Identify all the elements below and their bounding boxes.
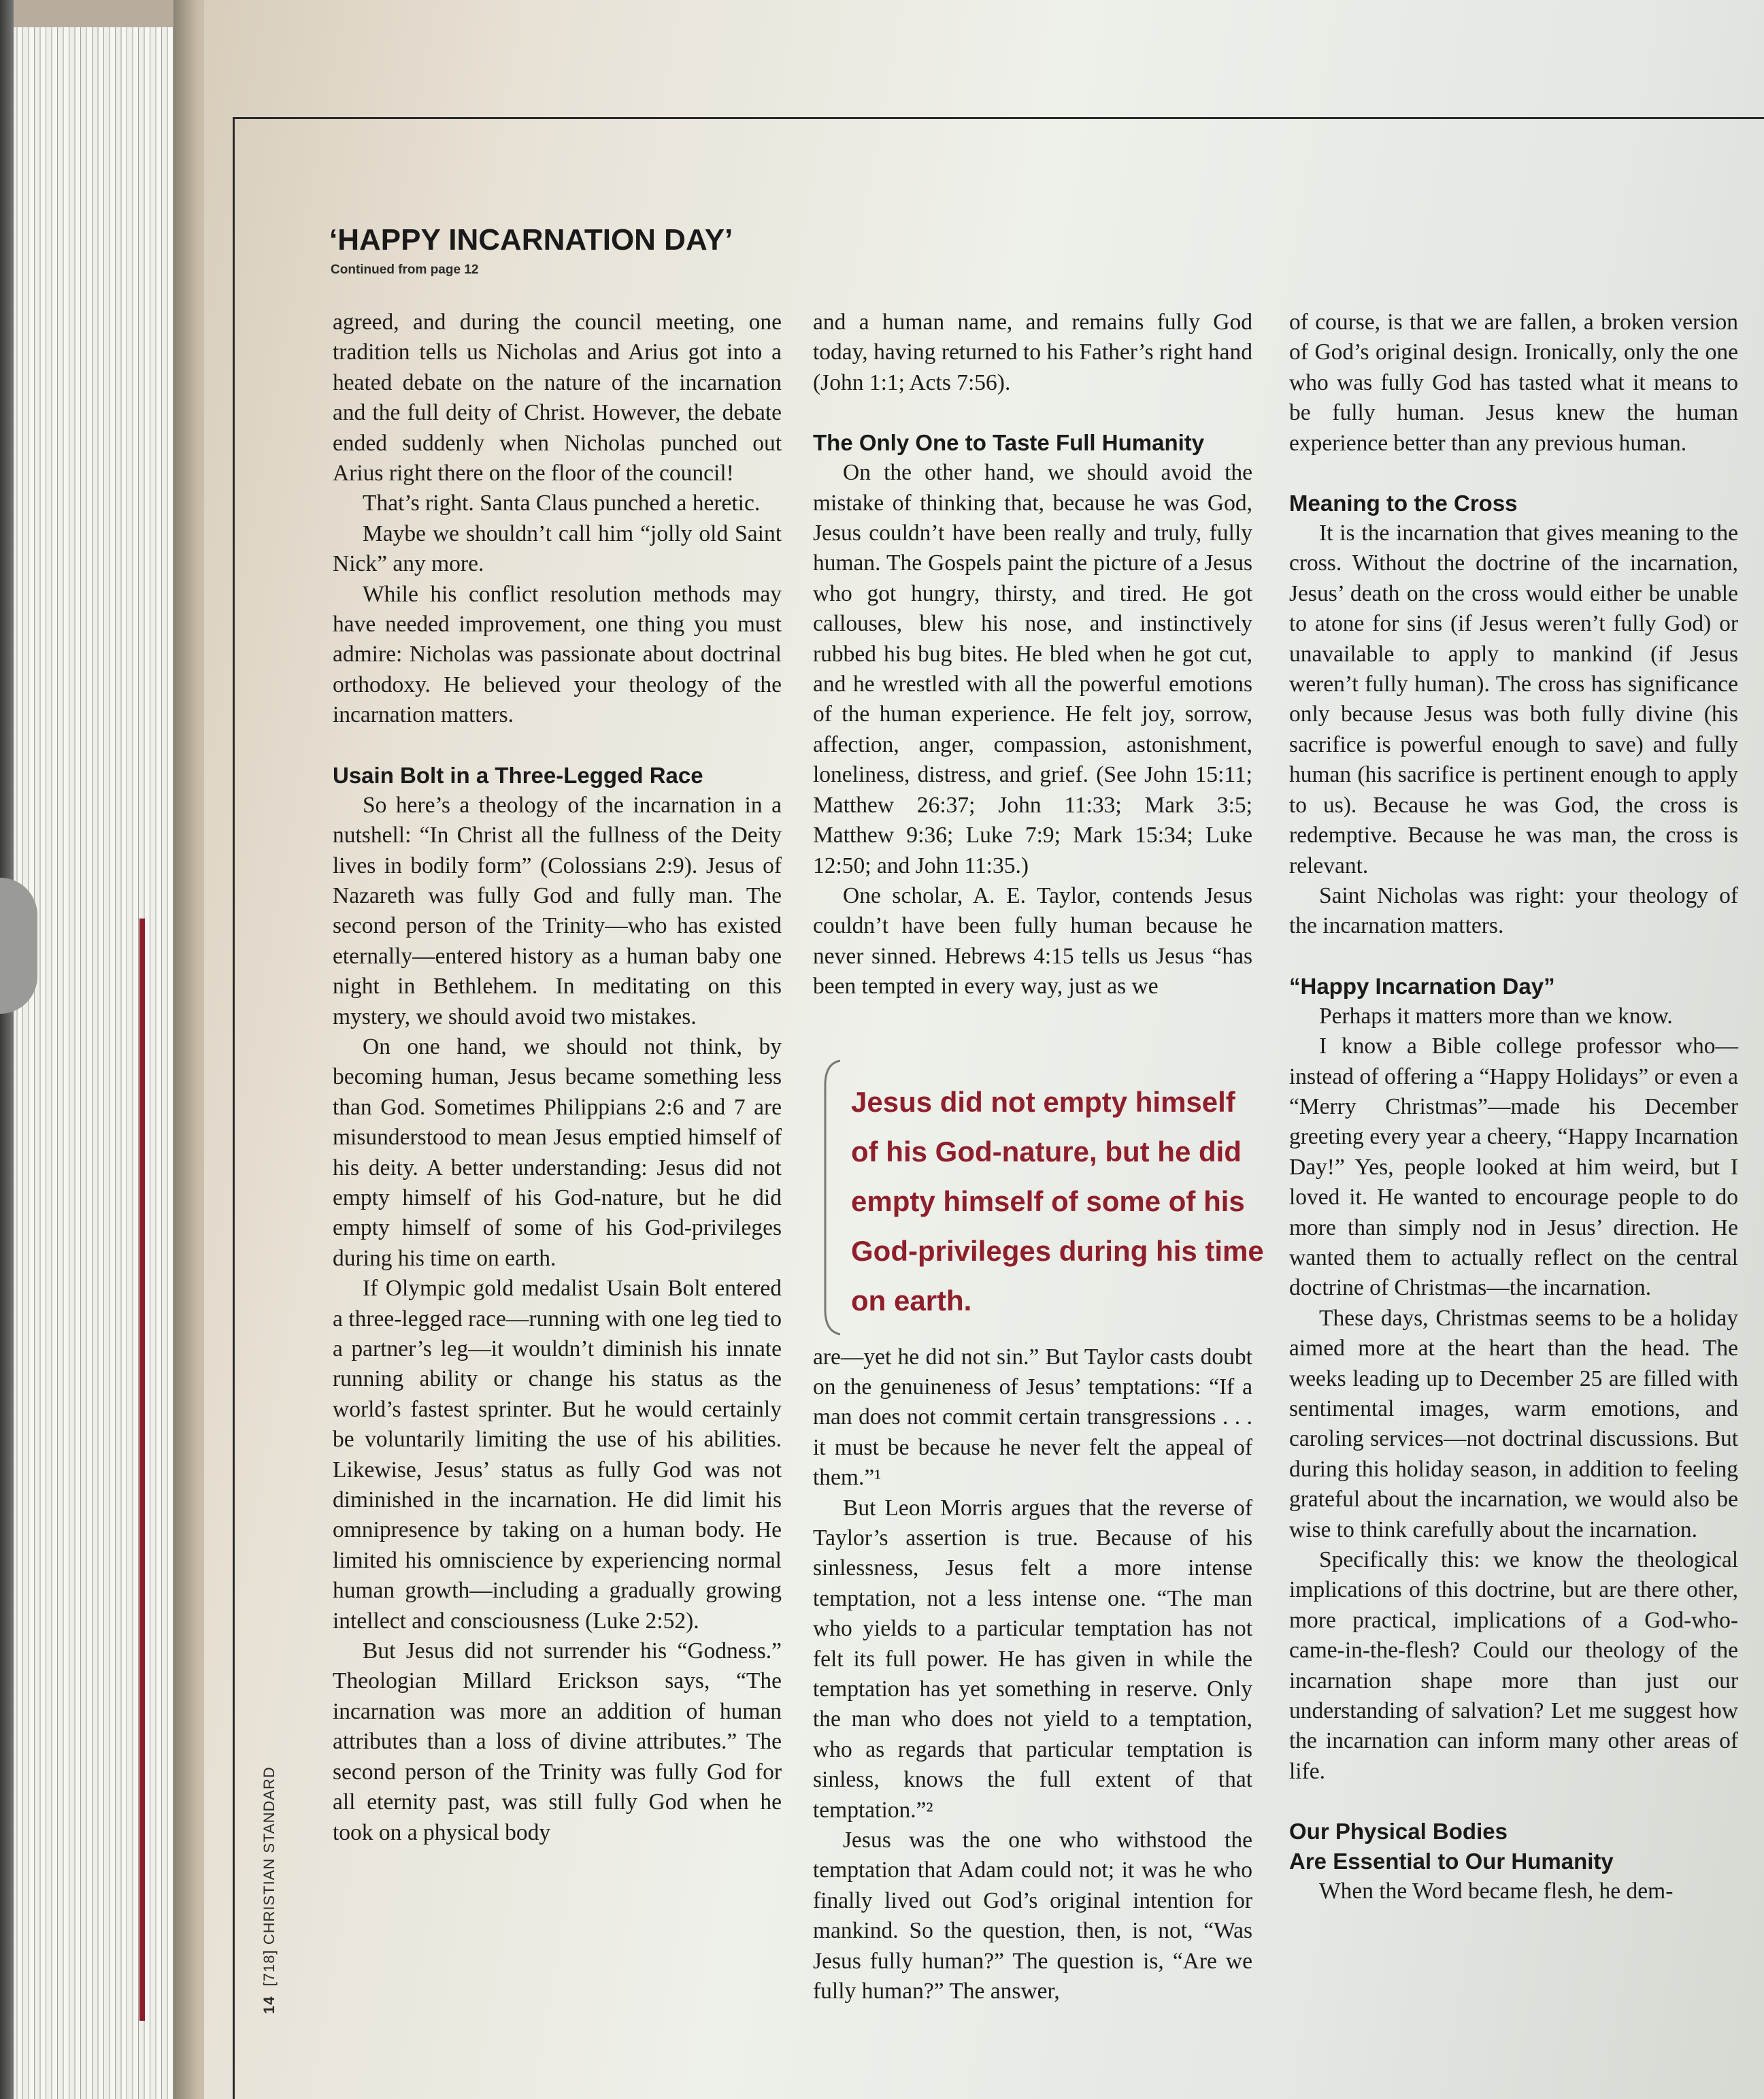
red-page-marker — [139, 919, 145, 2021]
paragraph: On the other hand, we should avoid the mistake of thinking that, because he was God, Jesus couldn’t have been really and truly, fully human. The Gospels paint the picture of a Jesus who got hungry, thirsty, and tired. He got callouses, blew his nose, and instinctively rubbed his bug bites. He bled when he got cut, and he wrestled with all the powerful emotions of the human experience. He felt joy, sorrow, affection, anger, compassion, astonishment, loneliness, distress, and grief. (See John 15:11; Matthew 26:37; John 11:33; Mark 3:5; Matthew 9:36; Luke 7:9; Mark 15:34; Luke 12:50; and John 11:35.) — [813, 460, 1252, 878]
paragraph: Perhaps it matters more than we know. — [1319, 1003, 1673, 1029]
section-heading: “Happy Incarnation Day” — [1289, 973, 1555, 999]
paragraph: So here’s a theology of the incarnation in a nutshell: “In Christ all the fullness of the Deity lives in bodily form” (Colossians 2:9). Jesus of Nazareth was fully God and fully man. The second person of the Trinity—who has existed eternally—entered history as a human baby one night in Bethlehem. In meditating on this mystery, we should avoid two mistakes. — [333, 792, 782, 1029]
paragraph: are—yet he did not sin.” But Taylor casts doubt on the genuineness of Jesus’ temptations: “If a man does not commit certain transgressions . . . it must be because he never felt the appeal of them.”¹ — [813, 1344, 1252, 1491]
paragraph: Saint Nicholas was right: your theology of the incarnation matters. — [1289, 882, 1738, 939]
paragraph: That’s right. Santa Claus punched a heretic. — [363, 491, 761, 516]
section-heading: Meaning to the Cross — [1289, 491, 1518, 516]
paragraph: While his conflict resolution methods may have needed improvement, one thing you must admire: Nicholas was passionate about doctrinal orthodoxy. He believed your theology of the incarnation matters. — [333, 581, 782, 728]
paragraph: of course, is that we are fallen, a broken version of God’s original design. Ironically, only the one who was fully God has tasted what it means to be fully human. Jesus knew the human experience better than any previous human. — [1289, 310, 1738, 456]
column-1 — [333, 308, 782, 1848]
section-heading: Our Physical Bodies — [1289, 1819, 1508, 1845]
page-number: 14 — [261, 1996, 278, 2014]
section-heading: Usain Bolt in a Three-Legged Race — [333, 762, 703, 788]
paragraph: agreed, and during the council meeting, one tradition tells us Nicholas and Arius got into a heated debate on the nature of the incarnation and the full deity of Christ. However, the debate ended suddenly when Nicholas punched out Arius right there on the floor of the council! — [333, 310, 782, 486]
paragraph: But Leon Morris argues that the reverse of Taylor’s assertion is true. Because of his sinlessness, Jesus felt a more intense temptation, not a less intense one. “The man who yields to a particular temptation has not felt its full power. He has given in while the temptation has yet something in reserve. Only the man who does not yield to a temptation, who as regards that particular temptation is sinless, knows the full extent of that temptation.”² — [813, 1495, 1252, 1823]
article-title: ‘HAPPY INCARNATION DAY’ — [329, 223, 733, 257]
paragraph: Specifically this: we know the theological implications of this doctrine, but are there other, more practical, implications of a God-who-came-in-the-flesh? Could our theology of the incarnation shape more than just our understanding of salvation? Let me suggest how the incarnation can inform many other areas of life. — [1289, 1547, 1738, 1784]
pull-quote-text: Jesus did not empty himself of his God-nature, but he did empty himself of some of his God-privileges during his time on earth. — [851, 1086, 1264, 1317]
section-heading: The Only One to Taste Full Humanity — [813, 430, 1205, 456]
paragraph: Jesus was the one who withstood the temptation that Adam could not; it was he who finally lived out God’s original intention for mankind. So the question, then, is not, “Was Jesus fully human?” The question is, “Are we fully human?” The answer, — [813, 1828, 1252, 2004]
pull-quote-bracket — [820, 1058, 844, 1337]
paragraph: These days, Christmas seems to be a holiday aimed more at the heart than the head. The weeks leading up to December 25 are filled with sentimental images, warm emotions, and caroling services—not doctrinal discussions. But during this holiday season, in addition to feeling grateful about the incarnation, we would also be wise to think carefully about the incarnation. — [1289, 1305, 1738, 1542]
paragraph: I know a Bible college professor who—instead of offering a “Happy Holidays” or even a “Merry Christmas”—made his December greeting every year a cheery, “Happy Incarnation Day!” Yes, people looked at him weird, but I loved it. He wanted to encourage people to do more than simply nod in Jesus’ direction. He wanted them to actually reflect on the central doctrine of Christmas—the incarnation. — [1289, 1034, 1738, 1301]
page-stack-edge — [0, 27, 173, 2099]
paragraph: But Jesus did not surrender his “Godness.” Theologian Millard Erickson says, “The incarnation was more an addition of human attributes than a loss of divine attributes.” The second person of the Trinity was fully God for all eternity past, was still fully God when he took on a physical body — [333, 1638, 782, 1845]
paragraph: One scholar, A. E. Taylor, contends Jesus couldn’t have been fully human because he never sinned. Hebrews 4:15 tells us Jesus “has been tempted in every way, just as we — [813, 882, 1252, 999]
paragraph: Maybe we shouldn’t call him “jolly old Saint Nick” any more. — [333, 520, 782, 577]
paragraph: When the Word became flesh, he dem- — [1319, 1879, 1674, 1904]
column-3 — [1289, 308, 1738, 1907]
paragraph: and a human name, and remains fully God today, having returned to his Father’s right hand (John 1:1; Acts 7:56). — [813, 310, 1252, 395]
continued-note: Continued from page 12 — [331, 263, 479, 277]
page-tab — [0, 878, 37, 1014]
section-heading: Are Essential to Our Humanity — [1289, 1849, 1614, 1874]
paragraph: If Olympic gold medalist Usain Bolt entered a three-legged race—running with one leg tied to a partner’s leg—it wouldn’t diminish his innate running ability or change his status as the world’s fastest sprinter. But he would certainly be voluntarily limiting the use of his abilities. Likewise, Jesus’ status as fully God was not diminished in the incarnation. He did limit his omnipresence by taking on a human body. He limited his omniscience by experiencing normal human growth—including a gradually growing intellect and consciousness (Luke 2:52). — [333, 1276, 782, 1634]
publication-label: [718] CHRISTIAN STANDARD — [261, 1766, 278, 1987]
pull-quote — [820, 1058, 1264, 1337]
page-footer — [261, 1766, 278, 2014]
paragraph: On one hand, we should not think, by becoming human, Jesus became something less than God. Sometimes Philippians 2:6 and 7 are misunderstood to mean Jesus emptied himself of his deity. A better understanding: Jesus did not empty himself of his God-nature, but he did empty himself of some of his God-privileges during his time on earth. — [333, 1034, 782, 1271]
paragraph: It is the incarnation that gives meaning to the cross. Without the doctrine of the incarnation, Jesus’ death on the cross would either be unable to atone for sins (if Jesus weren’t fully God) or unavailable to apply to mankind (if Jesus weren’t fully human). The cross has significance only because Jesus was both fully divine (his sacrifice is powerful enough to save) and fully human (his sacrifice is pertinent enough to apply to us). Because he was God, the cross is redemptive. Because he was man, the cross is relevant. — [1289, 520, 1738, 878]
book-edge-shadow — [0, 0, 14, 2099]
